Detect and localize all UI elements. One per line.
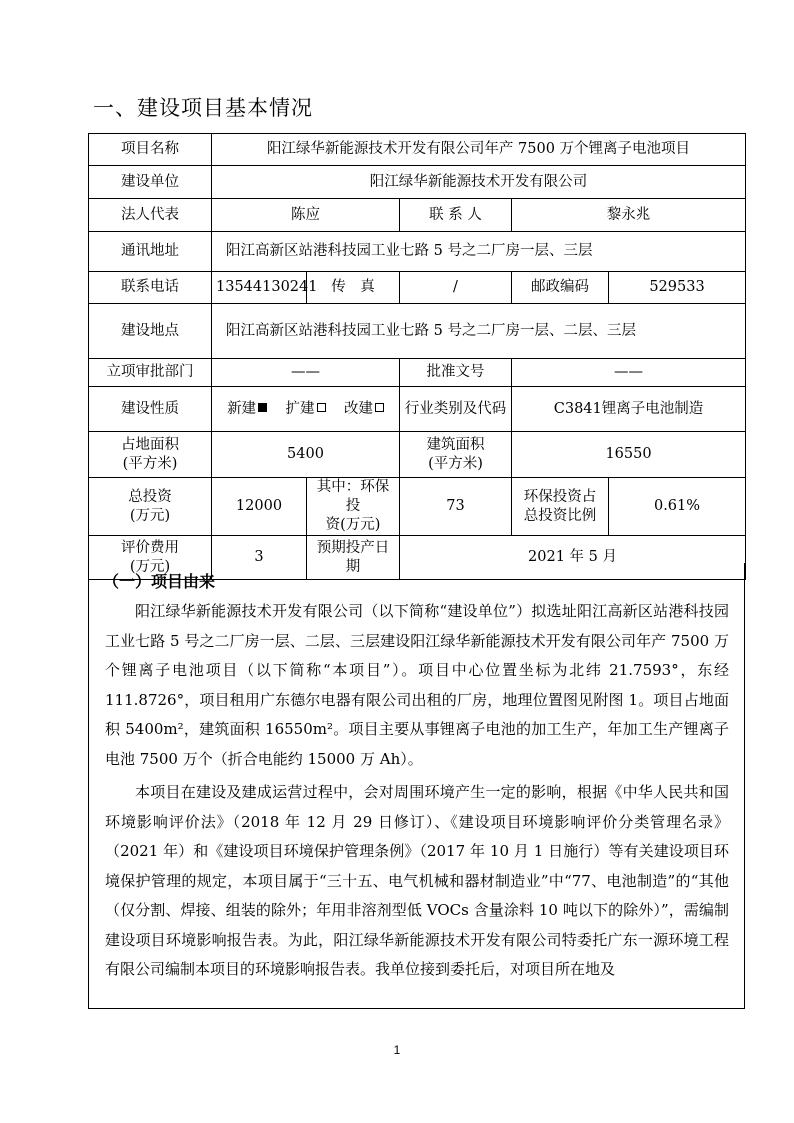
value-approval-dept: —— (212, 359, 400, 387)
label-fax: 传 真 (307, 272, 400, 304)
value-postcode: 529533 (609, 272, 746, 304)
paragraph: 本项目在建设及建成运营过程中，会对周围环境产生一定的影响，根据《中华人民共和国环境影响评价法》（2018 年 12 月 29 日修订）、《建设项目环境影响评价分类管理名录》（2021 年）和《建设项目环境保护管理条例》（2017 年 10 月 1 日施行）等有关建设项目环境保护管理的规定，本项目属于“三十五、电气机械和器材制造业”中“77、电池制造”的“其他（仅分割、焊接、组装的除外；年用非溶剂型低 VOCs 含量涂料 10 吨以下的除外）”，需编制建设项目环境影响报告表。为此，阳江绿华新能源技术开发有限公司特委托广东一源环境工程有限公司编制本项目的环境影响报告表。我单位接到委托后，对项目所在地及 (105, 783, 729, 978)
nature-new-label: 新建 (227, 400, 257, 417)
label-builder: 建设单位 (89, 166, 212, 199)
nature-rebuild-label: 改建 (343, 400, 373, 417)
value-legal-rep: 陈应 (212, 199, 400, 232)
paragraph: 阳江绿华新能源技术开发有限公司（以下简称“建设单位”）拟选址阳江高新区站港科技园工业七路 5 号之二厂房一层、二层、三层建设阳江绿华新能源技术开发有限公司年产 7500 万个锂离子电池项目（以下简称“本项目”）。项目中心位置坐标为北纬 21.7593°，东经 111.8726°，项目租用广东德尔电器有限公司出租的厂房，地理位置图见附图 1。项目占地面积 5400m²，建筑面积 16550m²。项目主要从事锂离子电池的加工生产，年加工生产锂离子电池 7500 万个（折合电能约 15000 万 Ah）。 (105, 602, 729, 768)
row-site (89, 304, 746, 359)
label-env-ratio: 环保投资占 总投资比例 (512, 478, 609, 536)
label-env-invest: 其中：环保投 资(万元) (307, 478, 400, 536)
value-start-date: 2021 年 5 月 (400, 536, 746, 580)
unchecked-box-icon (317, 403, 326, 412)
row-legal-rep (89, 199, 746, 232)
value-project-name: 阳江绿华新能源技术开发有限公司年产 7500 万个锂离子电池项目 (212, 134, 746, 166)
label-total-invest: 总投资 (万元) (89, 478, 212, 536)
value-approval-no: —— (512, 359, 746, 387)
label-legal-rep: 法人代表 (89, 199, 212, 232)
value-site: 阳江高新区站港科技园工业七路 5 号之二厂房一层、二层、三层 (212, 304, 746, 359)
project-info-table (88, 133, 746, 580)
label-phone: 联系电话 (89, 272, 212, 304)
row-address (89, 232, 746, 272)
label-contact: 联 系 人 (400, 199, 512, 232)
label-project-name: 项目名称 (89, 134, 212, 166)
row-investment (89, 478, 746, 536)
section-title: 一、建设项目基本情况 (93, 96, 313, 120)
label-postcode: 邮政编码 (512, 272, 609, 304)
label-land-area: 占地面积 (平方米) (89, 432, 212, 478)
value-env-invest: 73 (400, 478, 512, 536)
value-builder: 阳江绿华新能源技术开发有限公司 (212, 166, 746, 199)
label-industry: 行业类别及代码 (400, 387, 512, 432)
label-nature: 建设性质 (89, 387, 212, 432)
page-number: 1 (393, 1043, 401, 1057)
label-approval-no: 批准文号 (400, 359, 512, 387)
value-fax: / (400, 272, 512, 304)
value-total-invest: 12000 (212, 478, 307, 536)
value-floor-area: 16550 (512, 432, 746, 478)
value-land-area: 5400 (212, 432, 400, 478)
row-builder (89, 166, 746, 199)
subsection-title: （一）项目由来 (103, 572, 216, 591)
value-phone: 13544130241 (212, 272, 307, 304)
label-start-date: 预期投产日期 (307, 536, 400, 580)
row-nature (89, 387, 746, 432)
checked-box-icon (258, 403, 267, 412)
value-nature (212, 387, 400, 432)
row-approval (89, 359, 746, 387)
value-industry: C3841锂离子电池制造 (512, 387, 746, 432)
label-approval-dept: 立项审批部门 (89, 359, 212, 387)
unchecked-box-icon (375, 403, 384, 412)
row-project-name (89, 134, 746, 166)
value-contact: 黎永兆 (512, 199, 746, 232)
project-origin-section (88, 563, 745, 1009)
value-address: 阳江高新区站港科技园工业七路 5 号之二厂房一层、三层 (212, 232, 746, 272)
label-address: 通讯地址 (89, 232, 212, 272)
label-site: 建设地点 (89, 304, 212, 359)
value-eval-fee: 3 (212, 536, 307, 580)
row-area (89, 432, 746, 478)
value-env-ratio: 0.61% (609, 478, 746, 536)
nature-expand-label: 扩建 (285, 400, 315, 417)
label-eval-fee: 评价费用 (万元) (89, 536, 212, 580)
label-floor-area: 建筑面积 (平方米) (400, 432, 512, 478)
row-phone (89, 272, 746, 304)
